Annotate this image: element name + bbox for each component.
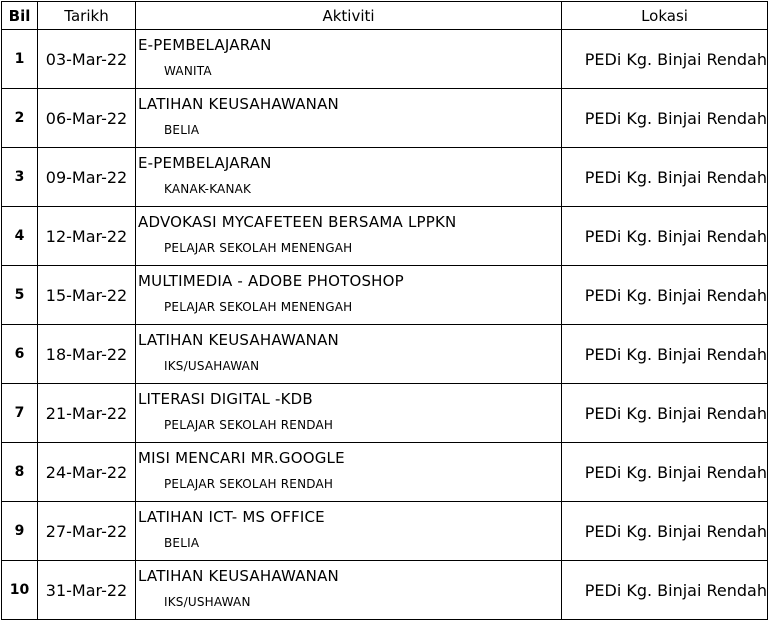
cell-tarikh: 12-Mar-22 [38, 207, 136, 266]
header-tarikh: Tarikh [38, 2, 136, 30]
cell-bil: 10 [2, 561, 38, 620]
cell-lokasi: PEDi Kg. Binjai Rendah [562, 384, 768, 443]
cell-bil: 5 [2, 266, 38, 325]
cell-lokasi: PEDi Kg. Binjai Rendah [562, 148, 768, 207]
activity-title: E-PEMBELAJARAN [138, 36, 272, 54]
cell-aktiviti [136, 30, 562, 89]
activity-title: LATIHAN KEUSAHAWANAN [138, 95, 339, 113]
cell-bil: 8 [2, 443, 38, 502]
table-row [2, 325, 768, 384]
activity-title: ADVOKASI MYCAFETEEN BERSAMA LPPKN [138, 213, 457, 231]
cell-lokasi: PEDi Kg. Binjai Rendah [562, 502, 768, 561]
header-bil: Bil [2, 2, 38, 30]
cell-aktiviti [136, 384, 562, 443]
activity-title: MISI MENCARI MR.GOOGLE [138, 449, 345, 467]
cell-aktiviti [136, 561, 562, 620]
table-row [2, 384, 768, 443]
activity-title: MULTIMEDIA - ADOBE PHOTOSHOP [138, 272, 404, 290]
table-row [2, 148, 768, 207]
activity-schedule-table [1, 1, 768, 620]
cell-tarikh: 09-Mar-22 [38, 148, 136, 207]
cell-lokasi: PEDi Kg. Binjai Rendah [562, 207, 768, 266]
activity-target-group: PELAJAR SEKOLAH MENENGAH [164, 300, 353, 314]
activity-title: LITERASI DIGITAL -KDB [138, 390, 313, 408]
cell-bil: 4 [2, 207, 38, 266]
cell-tarikh: 15-Mar-22 [38, 266, 136, 325]
cell-aktiviti [136, 207, 562, 266]
cell-bil: 7 [2, 384, 38, 443]
header-row [2, 2, 768, 30]
cell-bil: 6 [2, 325, 38, 384]
cell-lokasi: PEDi Kg. Binjai Rendah [562, 30, 768, 89]
activity-target-group: PELAJAR SEKOLAH MENENGAH [164, 241, 353, 255]
activity-title: LATIHAN KEUSAHAWANAN [138, 331, 339, 349]
table-row [2, 30, 768, 89]
cell-lokasi: PEDi Kg. Binjai Rendah [562, 266, 768, 325]
cell-tarikh: 03-Mar-22 [38, 30, 136, 89]
table-row [2, 443, 768, 502]
header-aktiviti: Aktiviti [136, 2, 562, 30]
table-row [2, 502, 768, 561]
cell-tarikh: 27-Mar-22 [38, 502, 136, 561]
table-row [2, 207, 768, 266]
cell-aktiviti [136, 89, 562, 148]
cell-bil: 3 [2, 148, 38, 207]
cell-lokasi: PEDi Kg. Binjai Rendah [562, 561, 768, 620]
cell-bil: 2 [2, 89, 38, 148]
activity-title: LATIHAN ICT- MS OFFICE [138, 508, 325, 526]
cell-tarikh: 21-Mar-22 [38, 384, 136, 443]
cell-lokasi: PEDi Kg. Binjai Rendah [562, 325, 768, 384]
cell-aktiviti [136, 148, 562, 207]
cell-bil: 1 [2, 30, 38, 89]
activity-target-group: IKS/USAHAWAN [164, 359, 260, 373]
table-row [2, 89, 768, 148]
table-row [2, 561, 768, 620]
cell-tarikh: 31-Mar-22 [38, 561, 136, 620]
cell-bil: 9 [2, 502, 38, 561]
cell-lokasi: PEDi Kg. Binjai Rendah [562, 89, 768, 148]
cell-tarikh: 24-Mar-22 [38, 443, 136, 502]
activity-target-group: PELAJAR SEKOLAH RENDAH [164, 477, 334, 491]
cell-tarikh: 18-Mar-22 [38, 325, 136, 384]
table-row [2, 266, 768, 325]
cell-aktiviti [136, 502, 562, 561]
activity-target-group: KANAK-KANAK [164, 182, 252, 196]
header-lokasi: Lokasi [562, 2, 768, 30]
activity-title: LATIHAN KEUSAHAWANAN [138, 567, 339, 585]
cell-aktiviti [136, 266, 562, 325]
cell-tarikh: 06-Mar-22 [38, 89, 136, 148]
cell-aktiviti [136, 325, 562, 384]
schedule-body [2, 30, 768, 620]
activity-target-group: BELIA [164, 123, 200, 137]
activity-target-group: BELIA [164, 536, 200, 550]
activity-target-group: PELAJAR SEKOLAH RENDAH [164, 418, 334, 432]
activity-target-group: IKS/USHAWAN [164, 595, 251, 609]
activity-title: E-PEMBELAJARAN [138, 154, 272, 172]
activity-target-group: WANITA [164, 64, 212, 78]
cell-aktiviti [136, 443, 562, 502]
cell-lokasi: PEDi Kg. Binjai Rendah [562, 443, 768, 502]
